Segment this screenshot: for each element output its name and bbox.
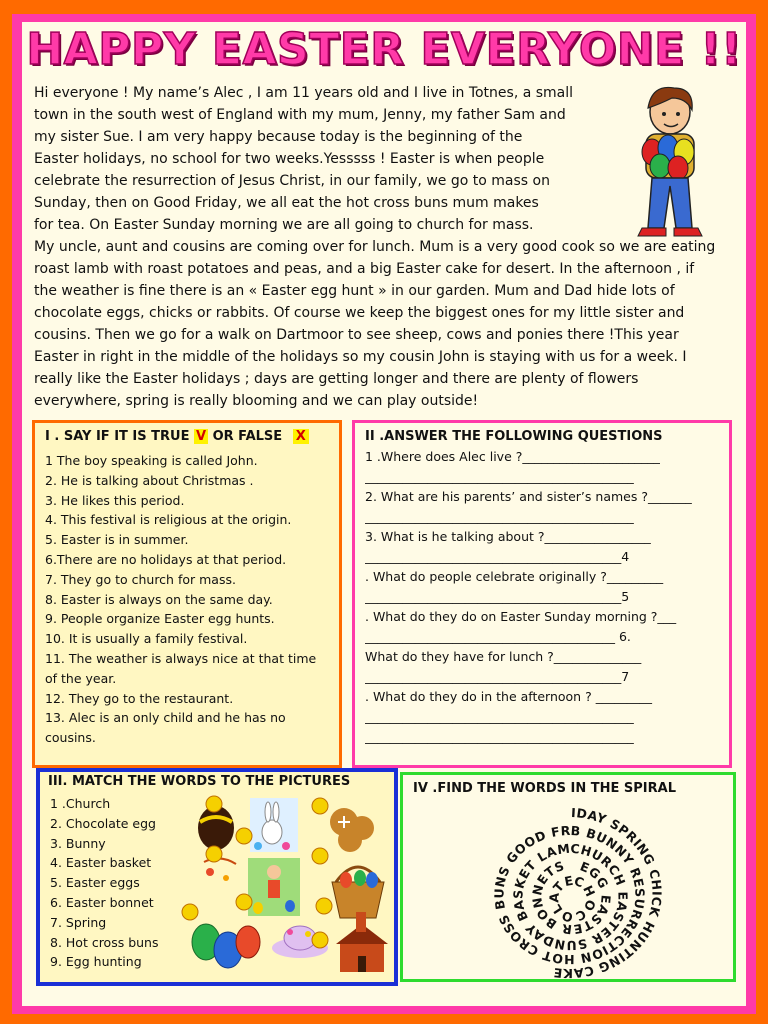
page-title: HAPPY EASTER EVERYONE !! [26,24,742,75]
list-item: 1 The boy speaking is called John. [45,453,258,468]
list-item: 7. They go to church for mass. [45,571,236,587]
answer-line: _________________________________________7 [365,669,630,684]
list-item: 11. The weather is always nice at that time [45,650,317,666]
list-item: 3. He likes this period. [45,492,185,508]
bunny-picture [250,798,298,852]
list-item: 8. Hot cross buns [50,934,159,950]
list-item: 5. Easter eggs [50,875,140,891]
list-item: 3. Bunny [50,835,106,851]
story-line: cousins. Then we go for a walk on Dartmoor to see sheep, cows and ponies there !This year [34,327,679,343]
spiral-text: CHOCOLATE EGG EASTER BONNETS CHURCH EASTER SUNDAY BASKET LAMB BUNNY RESURRECTION HOT CROSS BUNS GOOD FRIDAY SPRING CHICK HUNTING CAKE [491,805,665,982]
section-1-header-text: I . SAY IF IT IS TRUE [45,429,194,444]
list-item: 5. Easter is in summer. [45,532,189,548]
spiral-section [400,772,736,982]
spring-picture [204,858,236,881]
story-line: My uncle, aunt and cousins are coming over for lunch. Mum is a very good cook so we are eating [34,239,716,255]
match-section [36,768,398,986]
list-item: 6.There are no holidays at that period. [45,551,287,567]
story-line: Hi everyone ! My name’s Alec , I am 11 years old and I live in Totnes, a small [34,85,574,101]
svg-text:CHOCOLATE EGG EASTER BONNETS C [491,805,664,981]
answer-line: ___________________________________________ [365,729,634,744]
section-4-header: IV .FIND THE WORDS IN THE SPIRAL [413,781,676,796]
list-item: 2. He is talking about Christmas . [45,472,254,488]
true-false-section [32,420,342,768]
story-line: Easter in right in the middle of the holidays so my cousin John is staying with us for a week. I [34,349,687,365]
story-line: celebrate the resurrection of Jesus Christ, in our family, we go to mass on [34,173,550,189]
list-item: 1 .Church [50,796,111,811]
list-item: 9. Egg hunting [50,954,142,970]
list-item: 8. Easter is always on the same day. [45,591,273,607]
question-line: 3. What is he talking about ?_________________ [365,529,651,544]
story-line: for tea. On Easter Sunday morning we are all going to church for mass. [34,217,534,233]
story-line: chocolate eggs, chicks or rabbits. Of course we keep the biggest ones for my little sister and [34,305,685,321]
church-picture [336,912,388,972]
answer-line: ___________________________________________ [365,709,634,724]
list-item: 6. Easter bonnet [50,894,154,910]
story-line: really like the Easter holidays ; days are getting longer and there are plenty of flowers [34,371,639,387]
story-line: town in the south west of England with my mum, Jenny, my father Sam and [34,107,566,123]
question-line: . What do they do on Easter Sunday morning ?___ [365,609,677,624]
story-line: the weather is fine there is an « Easter egg hunt » in our garden. Mum and Dad hide lots of [34,283,675,299]
list-item: 13. Alec is an only child and he has no [45,710,286,726]
story-line: roast lamb with roast potatoes and peas, and a big Easter cake for desert. In the afternoon , if [34,261,695,277]
story-line: Sunday, then on Good Friday, we all eat the hot cross buns mum makes [34,195,539,211]
list-item: cousins. [45,730,96,746]
word-spiral [423,789,723,985]
boy-with-eggs-illustration [612,82,724,242]
egg-hunting-picture [248,858,300,916]
match-pictures [160,792,392,984]
true-false-list [45,451,335,748]
chocolate-egg-picture [198,806,234,850]
questions-section [352,420,732,768]
worksheet [22,22,746,1006]
section-2-header: II .ANSWER THE FOLLOWING QUESTIONS [365,429,663,444]
question-line: 1 .Where does Alec live ?______________________ [365,449,660,464]
list-item: 12. They go to the restaurant. [45,690,234,706]
question-line: What do they have for lunch ?______________ [365,649,642,664]
answer-line: _________________________________________4 [365,549,630,564]
match-word-list [50,794,159,972]
section-1-header-mid: OR FALSE [208,429,287,444]
hot-cross-buns-picture [330,808,374,852]
section-3-header: III. MATCH THE WORDS TO THE PICTURES [48,774,351,789]
list-item: 2. Chocolate egg [50,815,156,831]
question-list [365,447,723,747]
answer-line: ___________________________________________ [365,509,634,524]
false-mark: X [293,429,309,444]
true-mark: V [196,429,207,444]
story-line: my sister Sue. I am very happy because today is the beginning of the [34,129,523,145]
list-item: 7. Spring [50,914,107,930]
list-item: 4. Easter basket [50,855,152,871]
easter-basket-picture [332,867,384,918]
question-line: . What do they do in the afternoon ? _________ [365,689,652,704]
list-item: 4. This festival is religious at the origin. [45,512,292,528]
list-item: 9. People organize Easter egg hunts. [45,611,275,627]
story-line: everywhere, spring is really blooming and we can play outside! [34,393,479,409]
answer-line: ___________________________________________ [365,469,634,484]
easter-eggs-picture [192,924,260,968]
question-line: . What do people celebrate originally ?_________ [365,569,664,584]
answer-line: _________________________________________5 [365,589,630,604]
story-line: Easter holidays, no school for two weeks.Yesssss ! Easter is when people [34,151,545,167]
answer-line: ________________________________________ 6. [365,629,631,644]
list-item: 10. It is usually a family festival. [45,631,248,647]
section-1-header [45,429,309,444]
list-item: of the year. [45,670,117,686]
question-line: 2. What are his parents’ and sister’s names ?_______ [365,489,692,504]
